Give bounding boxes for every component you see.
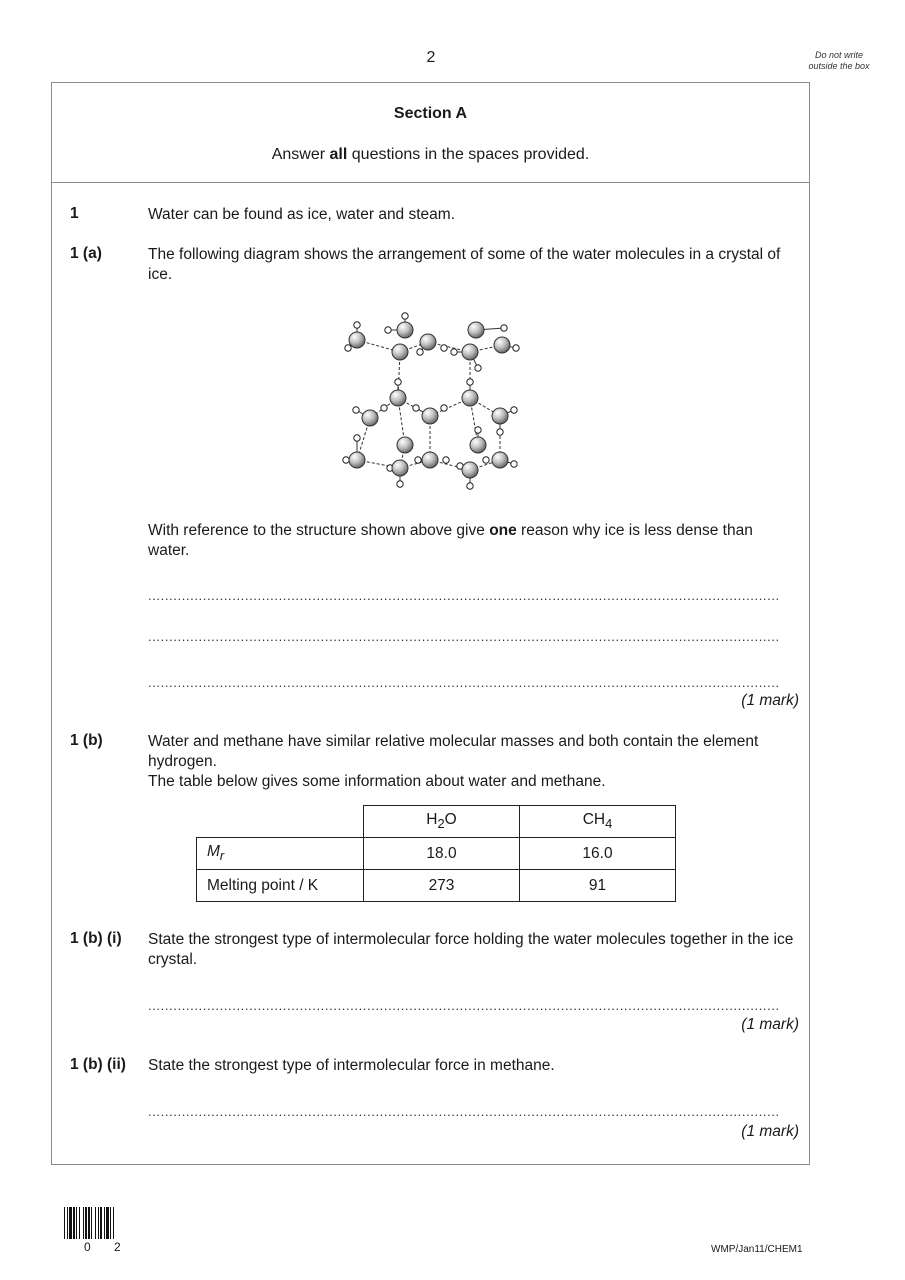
hydrogen-atom <box>441 345 447 351</box>
ice-crystal-diagram <box>330 300 540 500</box>
question-1bii-text: State the strongest type of intermolecular force in methane. <box>148 1057 555 1074</box>
table-cell-methane-mr: 16.0 <box>520 838 676 870</box>
hydrogen-atom <box>467 379 473 385</box>
oxygen-atom <box>462 390 478 406</box>
oxygen-atom <box>392 460 408 476</box>
methane-formula-ch: CH <box>582 811 606 829</box>
hydrogen-atom <box>475 365 481 371</box>
instructions-emphasis: all <box>329 146 348 163</box>
oxygen-atom <box>397 437 413 453</box>
hydrogen-atom <box>354 322 360 328</box>
oxygen-atom <box>362 410 378 426</box>
table-corner-cell <box>197 806 364 838</box>
hydrogen-atom <box>345 345 351 351</box>
table-row-label-melting-point: Melting point / K <box>197 870 364 902</box>
question-1bii-number: 1 (b) (ii) <box>70 1056 126 1073</box>
oxygen-atom <box>468 322 484 338</box>
answer-line-1bii[interactable]: ...................................................................................................................................................... <box>148 1106 780 1119</box>
oxygen-atom <box>492 408 508 424</box>
hydrogen-atom <box>354 435 360 441</box>
table-header-water <box>364 806 520 838</box>
hydrogen-atom <box>511 461 517 467</box>
hydrogen-atom <box>441 405 447 411</box>
question-1a-mark: (1 mark) <box>741 692 799 709</box>
hydrogen-atom <box>415 457 421 463</box>
hydrogen-atom <box>381 405 387 411</box>
section-header-divider <box>52 182 809 183</box>
table-row-melting-point <box>197 870 676 902</box>
section-instructions <box>52 146 809 164</box>
table-header-row <box>197 806 676 838</box>
answer-line-1a-2[interactable]: ...................................................................................................................................................... <box>148 631 780 644</box>
prompt-emphasis: one <box>489 522 517 539</box>
prompt-text-post: reason why ice is less dense than water. <box>148 522 753 559</box>
oxygen-atom <box>397 322 413 338</box>
hydrogen-atom <box>513 345 519 351</box>
oxygen-atom <box>420 334 436 350</box>
question-1-text: Water can be found as ice, water and steam. <box>148 206 456 223</box>
margin-note: Do not write outside the box <box>808 50 870 71</box>
question-1bii-mark: (1 mark) <box>741 1123 799 1140</box>
oxygen-atom <box>422 452 438 468</box>
instructions-text-post: questions in the spaces provided. <box>347 146 590 163</box>
table-row-mr <box>197 838 676 870</box>
question-1b-text <box>148 732 798 792</box>
instructions-text-pre: Answer <box>271 146 330 163</box>
table-cell-methane-melting-point: 91 <box>520 870 676 902</box>
hydrogen-atom <box>402 313 408 319</box>
barcode-number: 0 2 <box>84 1240 131 1254</box>
footer-code: WMP/Jan11/CHEM1 <box>711 1244 803 1255</box>
hydrogen-atom <box>343 457 349 463</box>
hydrogen-atom <box>385 327 391 333</box>
table-cell-water-mr: 18.0 <box>364 838 520 870</box>
hydrogen-atom <box>417 349 423 355</box>
oxygen-atom <box>349 452 365 468</box>
question-1b-line-1: Water and methane have similar relative molecular masses and both contain the element hydrogen. <box>148 733 759 770</box>
hydrogen-atom <box>451 349 457 355</box>
question-1a-prompt <box>148 521 798 561</box>
table-header-methane <box>520 806 676 838</box>
barcode-icon <box>64 1207 134 1239</box>
water-methane-table <box>196 805 676 902</box>
hydrogen-atom <box>497 429 503 435</box>
question-1b-number: 1 (b) <box>70 732 103 749</box>
question-1a-text: The following diagram shows the arrangement of some of the water molecules in a crystal of ice. <box>148 246 781 283</box>
question-1a-number: 1 (a) <box>70 245 102 262</box>
hydrogen-atom <box>397 481 403 487</box>
question-1bi-number: 1 (b) (i) <box>70 930 122 947</box>
table-row-label-mr <box>197 838 364 870</box>
mr-subscript: r <box>219 848 225 864</box>
question-1-number: 1 <box>70 205 79 222</box>
oxygen-atom <box>462 344 478 360</box>
water-formula-h: H <box>426 811 438 829</box>
hydrogen-atom <box>395 379 401 385</box>
page-number: 2 <box>426 49 436 66</box>
oxygen-atom <box>494 337 510 353</box>
answer-line-1bi[interactable]: ...................................................................................................................................................... <box>148 1000 780 1013</box>
table-cell-water-melting-point: 273 <box>364 870 520 902</box>
prompt-text-pre: With reference to the structure shown above give <box>148 522 490 539</box>
section-title: Section A <box>393 105 468 122</box>
answer-line-1a-3[interactable]: ...................................................................................................................................................... <box>148 677 780 690</box>
oxygen-atom <box>462 462 478 478</box>
question-1bi-mark: (1 mark) <box>741 1016 799 1033</box>
hydrogen-atom <box>443 457 449 463</box>
answer-line-1a-1[interactable]: ...................................................................................................................................................... <box>148 590 780 603</box>
hydrogen-atom <box>413 405 419 411</box>
mr-symbol: M <box>207 843 220 861</box>
oxygen-atom <box>349 332 365 348</box>
hydrogen-atom <box>511 407 517 413</box>
oxygen-atom <box>492 452 508 468</box>
oxygen-atom <box>392 344 408 360</box>
hydrogen-atom <box>467 483 473 489</box>
water-formula-subscript: 2 <box>437 816 445 832</box>
oxygen-atom <box>470 437 486 453</box>
question-1bi-text: State the strongest type of intermolecular force holding the water molecules together in the ice crystal. <box>148 931 794 968</box>
hydrogen-atom <box>501 325 507 331</box>
question-1b-line-2: The table below gives some information about water and methane. <box>148 773 606 790</box>
oxygen-atom <box>422 408 438 424</box>
hydrogen-atom <box>483 457 489 463</box>
oxygen-atom <box>390 390 406 406</box>
methane-formula-subscript: 4 <box>605 816 613 832</box>
hydrogen-atom <box>475 427 481 433</box>
hydrogen-atom <box>353 407 359 413</box>
water-formula-o: O <box>444 811 457 829</box>
